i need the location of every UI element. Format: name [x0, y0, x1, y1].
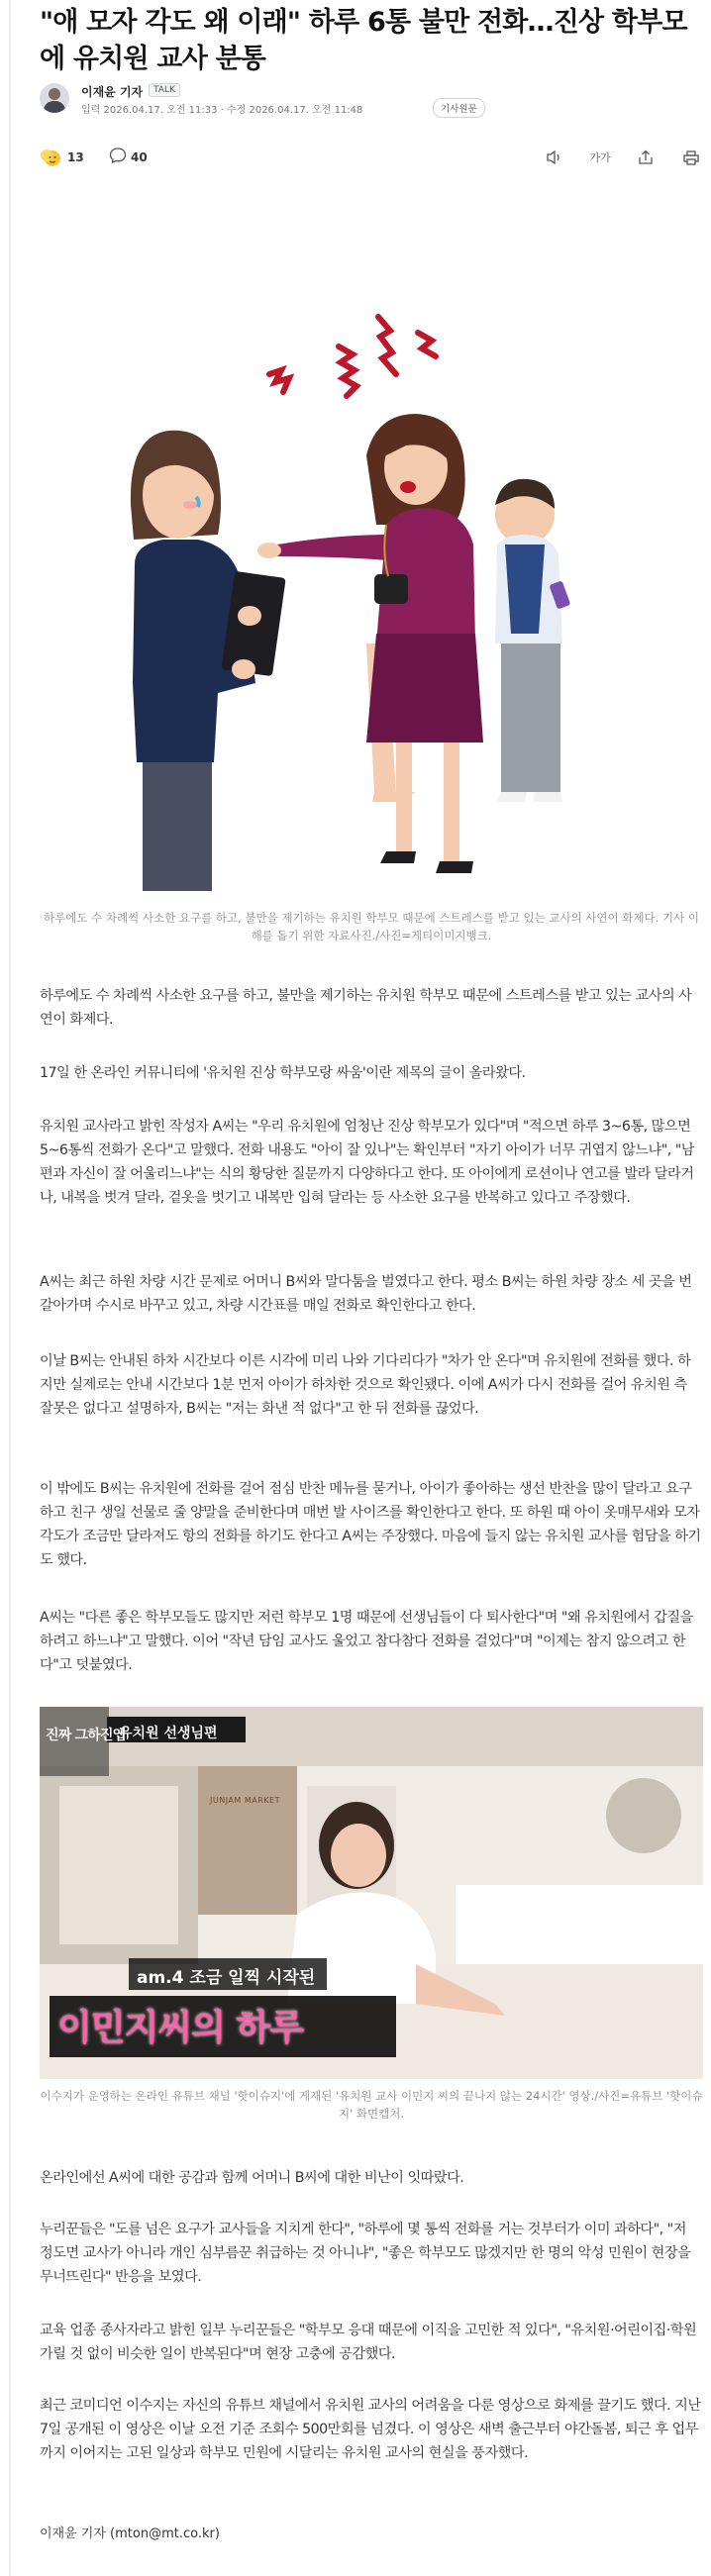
- reaction-emoji-icon: [40, 147, 61, 168]
- talk-badge[interactable]: TALK: [149, 83, 180, 97]
- footer-byline: 이재윤 기자 (mton@mt.co.kr): [40, 2526, 220, 2541]
- anger-marks: [269, 317, 436, 396]
- video-subtitle-1: am.4 조금 일찍 시작된: [137, 1968, 316, 1988]
- reaction-count: 13: [67, 150, 84, 164]
- body-paragraph-3: 유치원 교사라고 밝힌 작성자 A씨는 "우리 유치원에 엄청난 진상 학부모가 있다"며 "적으면 하루 3~6통, 많으면 5~6통씩 전화가 온다"고 말했다. 전화 내용도 "아이 잘 있나"는 확인부터 "자기 아이가 너무 귀엽지 않느냐", "남편과 자신이 잘 어울리느냐"는 식의 황당한 질문까지 다양하다고 한다. 또 아이에게 로션이나 연고를 발라 달라거나, 내복을 벗겨 달라, 겉옷을 벗기고 내복만 입혀 달라는 등 사소한 요구를 반복하고 있다고 주장했다.: [40, 1119, 694, 1206]
- illustration-caption: 하루에도 수 차례씩 사소한 요구를 하고, 불만을 제기하는 유치원 학부모 때문에 스트레스를 받고 있는 교사의 사연이 화제다. 기사 이해를 돕기 위한 자료사진./사진=게티이미지뱅크.: [44, 911, 699, 942]
- comment-icon: [109, 147, 127, 168]
- byline: [40, 83, 703, 119]
- body-paragraph-2: 17일 한 온라인 커뮤니티에 '유치원 진상 학부모랑 싸움'이란 제목의 글이 올라왔다.: [40, 1065, 526, 1081]
- headline: "애 모자 각도 왜 이래" 하루 6통 불만 전화…진상 학부모에 유치원 교사 분통: [40, 7, 687, 74]
- article-dates: 입력 2026.04.17. 오전 11:33 · 수정 2026.04.17. 오전 11:48: [81, 105, 363, 116]
- audio-icon[interactable]: [543, 147, 566, 168]
- video-tag: 유치원 선생님편: [119, 1726, 218, 1741]
- video-screenshot[interactable]: [40, 1707, 703, 2079]
- body-paragraph-8: 온라인에선 A씨에 대한 공감과 함께 어머니 B씨에 대한 비난이 잇따랐다.: [40, 2170, 464, 2186]
- body-paragraph-6: 이 밖에도 B씨는 유치원에 전화를 걸어 점심 반찬 메뉴를 묻거나, 아이가 좋아하는 생선 반찬을 많이 달라고 요구하고 친구 생일 선물로 줄 양말을 준비한다며 매번 발 사이즈를 확인한다고 한다. 또 하원 때 아이 옷매무새와 모자 각도가 조금만 달라져도 항의 전화를 하기도 한다고 A씨는 주장했다. 마음에 들지 않는 유치원 교사를 험담을 하기도 했다.: [40, 1481, 701, 1568]
- comment-count: 40: [131, 150, 148, 164]
- child-figure: [495, 479, 570, 802]
- video-subtitle-2: 이민지씨의 하루: [57, 2008, 303, 2048]
- print-icon[interactable]: [679, 147, 703, 168]
- body-paragraph-11: 최근 코미디언 이수지는 자신의 유튜브 채널에서 유치원 교사의 어려움을 다룬 영상으로 화제를 끌기도 했다. 지난 7일 공개된 이 영상은 이날 오전 기준 조회수 500만회를 넘겼다. 이 영상은 새벽 출근부터 야간돌봄, 퇴근 후 업무까지 이어지는 고된 일상과 학부모 민원에 시달리는 유치원 교사의 현실을 풍자했다.: [40, 2398, 701, 2461]
- body-paragraph-4: A씨는 최근 하원 차량 시간 문제로 어머니 B씨와 말다툼을 벌였다고 한다. 평소 B씨는 하원 차량 장소 세 곳을 번갈아가며 수시로 바꾸고 있고, 차량 시간표를 매일 전화로 확인한다고 한다.: [40, 1274, 692, 1314]
- comment-button[interactable]: [109, 147, 148, 168]
- reporter-name[interactable]: 이재윤 기자: [81, 85, 144, 99]
- body-paragraph-7: A씨는 "다른 좋은 학부모들도 많지만 저런 학부모 1명 때문에 선생님들이 다 퇴사한다"며 "왜 유치원에서 갑질을 하려고 하느냐"고 말했다. 이어 "작년 담임 교사도 울었고 참다참다 전화를 걸었다"며 "이제는 참지 않으려고 한다"고 덧붙였다.: [40, 1610, 693, 1673]
- text-size-button[interactable]: 가가: [589, 151, 611, 164]
- video-logo: 진짜 그하진앱: [46, 1728, 126, 1743]
- left-divider: [9, 0, 11, 2576]
- body-paragraph-5: 이날 B씨는 안내된 하차 시간보다 이른 시각에 미리 나와 기다리다가 "차가 안 온다"며 유치원에 전화를 했다. 하지만 실제로는 안내 시간보다 1분 먼저 아이가 하차한 것으로 확인됐다. 이에 A씨가 다시 전화를 걸어 유치원 측 잘못은 없다고 설명하자, B씨는 "저는 화낸 적 없다"고 한 뒤 전화를 끊었다.: [40, 1353, 691, 1417]
- body-paragraph-10: 교육 업종 종사자라고 밝힌 일부 누리꾼들은 "학부모 응대 때문에 이직을 고민한 적 있다", "유치원·어린이집·학원 가릴 것 없이 비슷한 일이 반복된다"며 현장 고충에 공감했다.: [40, 2323, 697, 2362]
- share-icon[interactable]: [634, 147, 658, 168]
- video-caption: 이수지가 운영하는 온라인 유튜브 채널 '핫이슈지'에 게재된 '유치원 교사 이민지 씨의 끝나지 않는 24시간' 영상./사진=유튜브 '핫이슈지' 화면캡처.: [40, 2089, 703, 2121]
- reaction-button[interactable]: [40, 147, 84, 168]
- mother-figure: [257, 414, 483, 873]
- body-paragraph-9: 누리꾼들은 "도를 넘은 요구가 교사들을 지치게 한다", "하루에 몇 통씩 전화를 거는 것부터가 이미 과하다", "저 정도면 교사가 아니라 개인 심부름꾼 취급하는 것 아니냐", "좋은 학부모도 많겠지만 한 명의 악성 민원이 현장을 무너뜨린다" 반응을 보였다.: [40, 2222, 691, 2285]
- tool-icons: [543, 147, 703, 168]
- reporter-avatar[interactable]: [40, 83, 69, 113]
- original-article-button[interactable]: 기사원문: [433, 98, 485, 118]
- video-shelf-text: JUNJAM MARKET: [210, 1796, 280, 1805]
- article-toolbar: [40, 147, 703, 170]
- body-paragraph-1: 하루에도 수 차례씩 사소한 요구를 하고, 불만을 제기하는 유치원 학부모 때문에 스트레스를 받고 있는 교사의 사연이 화제다.: [40, 988, 692, 1028]
- teacher-figure: [131, 431, 286, 891]
- article-illustration: [40, 208, 703, 901]
